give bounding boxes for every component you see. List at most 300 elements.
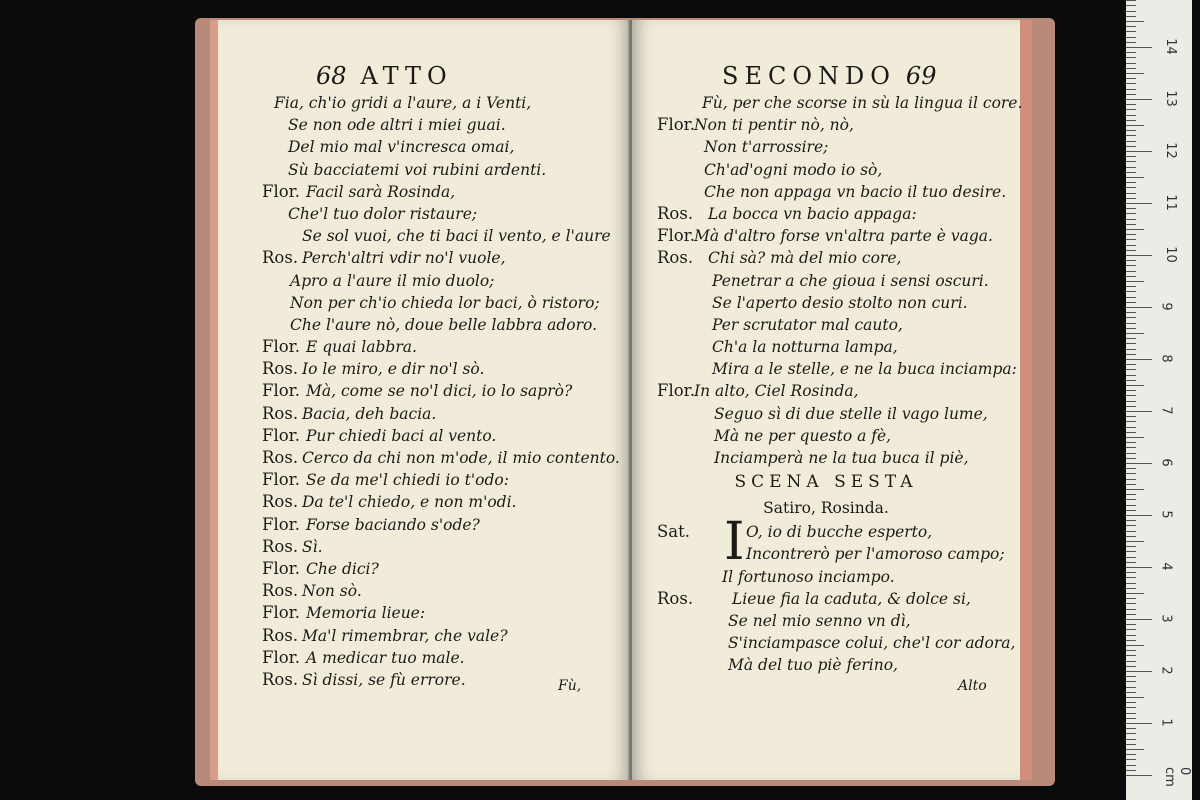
ruler-tick <box>1126 68 1136 69</box>
ruler-tick <box>1126 177 1144 178</box>
ruler-tick <box>1126 5 1136 6</box>
ruler-tick <box>1126 583 1136 584</box>
ruler-tick <box>1126 713 1136 714</box>
ruler-tick <box>1126 156 1136 157</box>
ruler-tick <box>1126 141 1136 142</box>
ruler-tick <box>1126 453 1136 454</box>
ruler-tick <box>1126 432 1136 433</box>
text-line <box>218 92 630 114</box>
text-line <box>632 566 1020 588</box>
text-line <box>632 159 1020 181</box>
ruler-tick <box>1126 11 1136 12</box>
ruler-tick <box>1126 73 1144 74</box>
ruler-tick <box>1126 390 1136 391</box>
speaker-label: Flor. <box>657 115 695 135</box>
ruler-tick <box>1126 260 1136 261</box>
ruler-tick <box>1126 739 1136 740</box>
ruler-tick <box>1126 515 1152 516</box>
ruler-tick <box>1126 619 1152 620</box>
verse-text: Non sò. <box>302 582 362 601</box>
ruler-tick <box>1126 213 1136 214</box>
verse-text: In alto, Ciel Rosinda, <box>694 382 859 401</box>
ruler-tick <box>1126 208 1136 209</box>
ruler-label: 0 cm <box>1162 767 1192 787</box>
verse-text: Non ti pentir nò, nò, <box>694 116 854 135</box>
verse-text: Da te'l chiedo, e non m'odi. <box>302 493 517 512</box>
ruler-tick <box>1126 385 1144 386</box>
verse-text: Chi sà? mà del mio core, <box>708 249 902 268</box>
verse-text: Fia, ch'io gridi a l'aure, a i Venti, <box>274 94 532 112</box>
verse-text: Sì dissi, se fù errore. <box>302 670 466 689</box>
speaker-label: Ros. <box>262 403 299 423</box>
ruler-label: 7 <box>1158 406 1174 415</box>
text-line <box>632 270 1020 292</box>
ruler-tick <box>1126 416 1136 417</box>
ruler-tick <box>1126 130 1136 131</box>
ruler-tick <box>1126 754 1136 755</box>
text-line <box>218 159 630 181</box>
speaker-label: Flor. <box>262 647 300 667</box>
ruler-tick <box>1126 333 1144 334</box>
ruler-tick <box>1126 135 1136 136</box>
verse-text: E quai labbra. <box>306 338 417 357</box>
ruler-tick <box>1126 78 1136 79</box>
verse-text: Se non ode altri i miei guai. <box>288 116 506 135</box>
text-line <box>218 225 630 247</box>
verse-text: Penetrar a che gioua i sensi oscuri. <box>712 271 989 290</box>
speaker-label: Flor. <box>262 381 300 401</box>
verse-text: Sù bacciatemi voi rubini ardenti. <box>288 160 547 179</box>
verse-text: Il fortunoso inciampo. <box>722 567 895 586</box>
verse-text: Se sol vuoi, che ti baci il vento, e l'aure <box>302 227 611 246</box>
right-page-text <box>632 92 1023 677</box>
ruler-tick <box>1126 468 1136 469</box>
ruler-label: 6 <box>1158 458 1174 467</box>
ruler-tick <box>1126 614 1136 615</box>
ruler-tick <box>1126 286 1136 287</box>
ruler-tick <box>1126 94 1136 95</box>
ruler-tick <box>1126 120 1136 121</box>
ruler-tick <box>1126 343 1136 344</box>
verse-text: A medicar tuo male. <box>306 648 465 667</box>
ruler-tick <box>1126 291 1136 292</box>
speaker-label: Ros. <box>262 448 299 467</box>
ruler-tick <box>1126 442 1136 443</box>
text-line <box>632 203 1020 225</box>
verse-text: Apro a l'aure il mio duolo; <box>290 271 495 290</box>
verse-text: Se da me'l chiedi io t'odo: <box>306 471 509 490</box>
ruler-tick <box>1126 364 1136 365</box>
text-line <box>632 610 1020 632</box>
ruler-tick <box>1126 328 1136 329</box>
text-line <box>218 647 630 669</box>
ruler-tick <box>1126 297 1136 298</box>
ruler-tick <box>1126 728 1136 729</box>
text-line <box>218 358 630 380</box>
ruler-tick <box>1126 187 1136 188</box>
ruler-tick <box>1126 411 1152 412</box>
ruler-tick <box>1126 224 1136 225</box>
text-line <box>632 632 1020 654</box>
ruler-tick <box>1126 234 1136 235</box>
ruler-tick <box>1126 239 1136 240</box>
ruler-tick <box>1126 255 1152 256</box>
ruler-tick <box>1126 26 1136 27</box>
ruler-tick <box>1126 167 1136 168</box>
verse-text: Mà ne per questo a fè, <box>714 426 892 445</box>
text-line <box>632 225 1020 247</box>
verse-text: Che l'aure nò, doue belle labbra adoro. <box>290 315 598 334</box>
ruler-label: 8 <box>1158 354 1174 363</box>
ruler-tick <box>1126 104 1136 105</box>
ruler-tick <box>1126 567 1152 568</box>
ruler-tick <box>1126 437 1144 438</box>
verse-text: Perch'altri vdir no'l vuole, <box>302 249 506 268</box>
ruler-tick <box>1126 749 1144 750</box>
ruler-tick <box>1126 151 1152 152</box>
ruler-tick <box>1126 505 1136 506</box>
ruler-label: 14 <box>1162 38 1178 55</box>
speaker-label: Flor. <box>262 603 300 623</box>
ruler-tick <box>1126 551 1136 552</box>
verse-text: Pur chiedi baci al vento. <box>306 426 497 445</box>
text-line <box>218 136 630 158</box>
ruler-tick <box>1126 624 1136 625</box>
left-page-number: 68 <box>316 62 347 90</box>
text-line <box>218 314 630 336</box>
text-line <box>632 92 1023 114</box>
ruler-tick <box>1126 427 1136 428</box>
ruler-tick <box>1126 541 1144 542</box>
text-line <box>218 403 630 425</box>
ruler-tick <box>1126 229 1144 230</box>
ruler-tick <box>1126 203 1152 204</box>
ruler-tick <box>1126 536 1136 537</box>
speaker-label: Ros. <box>262 536 299 556</box>
speaker-label: Flor. <box>262 425 300 445</box>
ruler-tick <box>1126 744 1136 745</box>
ruler-tick <box>1126 510 1136 511</box>
text-line <box>218 625 630 647</box>
speaker-label: Flor. <box>657 226 695 246</box>
ruler-tick <box>1126 31 1136 32</box>
text-line <box>632 380 1020 402</box>
ruler-tick <box>1126 759 1136 760</box>
right-lines-before-scene <box>632 92 1023 469</box>
ruler-tick <box>1126 593 1144 594</box>
speaker-label: Flor. <box>262 337 300 357</box>
ruler-tick <box>1126 666 1136 667</box>
ruler-tick <box>1126 99 1152 100</box>
ruler-label: 9 <box>1158 302 1174 311</box>
right-lines-after-scene <box>632 512 1020 676</box>
text-line <box>632 588 1020 610</box>
verse-text: Inciamperà ne la tua buca il piè, <box>714 449 969 467</box>
ruler-tick <box>1126 354 1136 355</box>
text-line <box>218 558 630 580</box>
ruler-tick <box>1126 520 1136 521</box>
ruler-tick <box>1126 16 1136 17</box>
speaker-label: Sat. <box>657 522 691 542</box>
verse-text: Per scrutator mal cauto, <box>712 315 903 334</box>
ruler-tick <box>1126 707 1136 708</box>
ruler-tick <box>1126 494 1136 495</box>
text-line <box>218 469 630 491</box>
ruler-tick <box>1126 697 1144 698</box>
ruler-label: 2 <box>1158 666 1174 675</box>
speaker-label: Ros. <box>262 492 299 512</box>
ruler-tick <box>1126 380 1136 381</box>
ruler-tick <box>1126 676 1136 677</box>
ruler-tick <box>1126 484 1136 485</box>
ruler-tick <box>1126 463 1152 464</box>
ruler-tick <box>1126 182 1136 183</box>
verse-text: S'inciampasce colui, che'l cor adora, <box>728 634 1016 653</box>
ruler-tick <box>1126 640 1136 641</box>
ruler-tick <box>1126 650 1136 651</box>
text-line <box>218 336 630 358</box>
right-catchword: Alto <box>958 678 987 694</box>
text-line <box>632 521 1020 543</box>
text-line <box>218 514 630 536</box>
ruler-tick <box>1126 609 1136 610</box>
speaker-label: Ros. <box>657 588 694 608</box>
drop-cap: I <box>724 512 745 573</box>
text-line <box>632 403 1020 425</box>
ruler-tick <box>1126 718 1136 719</box>
ruler-tick <box>1126 692 1136 693</box>
verse-text: Che'l tuo dolor ristaure; <box>288 204 478 223</box>
ruler-tick <box>1126 479 1136 480</box>
right-page-number: 69 <box>905 62 937 90</box>
ruler-tick <box>1126 161 1136 162</box>
ruler-tick <box>1126 47 1152 48</box>
text-line <box>632 181 1020 203</box>
verse-text: O, io di bucche esperto, <box>746 523 933 542</box>
verse-text: Che non appaga vn bacio il tuo desire. <box>704 182 1007 201</box>
left-running-head <box>316 62 453 90</box>
speaker-label: Ros. <box>262 581 299 601</box>
speaker-label: Ros. <box>657 203 694 223</box>
ruler-tick <box>1126 681 1136 682</box>
ruler-tick <box>1126 562 1136 563</box>
ruler-tick <box>1126 401 1136 402</box>
right-page <box>632 20 1032 780</box>
verse-text: Cerco da chi non m'ode, il mio contento. <box>302 449 620 467</box>
text-line <box>218 380 630 402</box>
ruler-tick <box>1126 0 1136 1</box>
ruler-tick <box>1126 671 1152 672</box>
ruler-tick <box>1126 765 1136 766</box>
verse-text: Non t'arrossire; <box>704 138 829 157</box>
ruler-tick <box>1126 458 1136 459</box>
text-line <box>218 292 630 314</box>
text-line <box>218 425 630 447</box>
ruler-tick <box>1126 687 1136 688</box>
text-line <box>218 270 630 292</box>
ruler-tick <box>1126 525 1136 526</box>
text-line <box>218 491 630 513</box>
ruler-tick <box>1126 349 1136 350</box>
ruler-tick <box>1126 661 1136 662</box>
ruler-tick <box>1126 775 1152 776</box>
ruler-tick <box>1126 572 1136 573</box>
ruler-tick <box>1126 770 1136 771</box>
text-line <box>218 447 630 469</box>
ruler-tick <box>1126 395 1136 396</box>
ruler-tick <box>1126 312 1136 313</box>
ruler-tick <box>1126 369 1136 370</box>
verse-text: Che dici? <box>306 559 379 578</box>
speaker-label: Ros. <box>262 625 299 645</box>
ruler-tick <box>1126 473 1136 474</box>
scene-cast: Satiro, Rosinda. <box>763 499 889 518</box>
ruler-tick <box>1126 359 1152 360</box>
text-line <box>632 114 1020 136</box>
verse-text: Seguo sì di due stelle il vago lume, <box>714 404 988 423</box>
text-line <box>218 181 630 203</box>
speaker-label: Flor. <box>262 181 300 201</box>
text-line <box>218 580 630 602</box>
text-line <box>218 536 630 558</box>
left-catchword: Fù, <box>558 678 582 694</box>
text-line <box>218 114 630 136</box>
ruler-tick <box>1126 57 1136 58</box>
ruler-tick <box>1126 588 1136 589</box>
ruler-label: 11 <box>1162 194 1178 211</box>
ruler-tick <box>1126 499 1136 500</box>
ruler-tick <box>1126 146 1136 147</box>
ruler-tick <box>1126 338 1136 339</box>
ruler-label: 13 <box>1162 90 1178 107</box>
ruler-label: 1 <box>1158 718 1174 727</box>
ruler-tick <box>1126 42 1136 43</box>
speaker-label: Ros. <box>262 359 299 379</box>
text-line <box>632 654 1020 676</box>
text-line <box>632 336 1020 358</box>
speaker-label: Ros. <box>262 669 299 689</box>
ruler-tick <box>1126 281 1144 282</box>
text-line <box>632 358 1020 380</box>
text-line <box>632 447 1020 469</box>
ruler-tick <box>1126 250 1136 251</box>
ruler-tick <box>1126 489 1144 490</box>
verse-text: Bacia, deh bacia. <box>302 404 437 423</box>
ruler-tick <box>1126 271 1136 272</box>
ruler-tick <box>1126 83 1136 84</box>
ruler-tick <box>1126 265 1136 266</box>
ruler-tick <box>1126 577 1136 578</box>
verse-text: Ch'ad'ogni modo io sò, <box>704 160 883 179</box>
ruler-tick <box>1126 193 1136 194</box>
verse-text: Mira a le stelle, e ne la buca inciampa: <box>712 360 1017 379</box>
ruler-tick <box>1126 645 1144 646</box>
speaker-label: Flor. <box>262 514 300 534</box>
verse-text: Non per ch'io chieda lor baci, ò ristoro; <box>290 293 600 312</box>
left-page-text <box>218 92 630 691</box>
ruler-tick <box>1126 629 1136 630</box>
ruler-tick <box>1126 21 1144 22</box>
speaker-label: Flor. <box>262 470 300 490</box>
ruler-tick <box>1126 276 1136 277</box>
ruler-tick <box>1126 89 1136 90</box>
text-line <box>632 136 1020 158</box>
ruler-tick <box>1126 125 1144 126</box>
ruler-tick <box>1126 531 1136 532</box>
left-page <box>210 20 630 780</box>
scene-title: SCENA SESTA <box>734 472 918 493</box>
ruler-tick <box>1126 603 1136 604</box>
ruler-tick <box>1126 723 1152 724</box>
ruler-tick <box>1126 702 1136 703</box>
ruler-tick <box>1126 557 1136 558</box>
speaker-label: Ros. <box>657 248 694 268</box>
ruler-tick <box>1126 733 1136 734</box>
ruler-tick <box>1126 302 1136 303</box>
measuring-ruler <box>1126 0 1192 800</box>
verse-text: Se nel mio senno vn dì, <box>728 611 911 630</box>
ruler-tick <box>1126 317 1136 318</box>
ruler-tick <box>1126 406 1136 407</box>
ruler-tick <box>1126 375 1136 376</box>
verse-text: Facil sarà Rosinda, <box>306 182 456 201</box>
verse-text: Sì. <box>302 537 323 556</box>
ruler-tick <box>1126 447 1136 448</box>
verse-text: Lieue fia la caduta, & dolce si, <box>732 589 971 608</box>
verse-text: La bocca vn bacio appaga: <box>708 204 917 223</box>
right-running-head-text: SECONDO <box>722 62 896 90</box>
ruler-tick <box>1126 63 1136 64</box>
speaker-label: Flor. <box>262 558 300 578</box>
text-line <box>632 543 1020 565</box>
ruler-tick <box>1126 109 1136 110</box>
ruler-tick <box>1126 115 1136 116</box>
ruler-tick <box>1126 198 1136 199</box>
verse-text: Ch'a la notturna lampa, <box>712 338 898 357</box>
ruler-label: 3 <box>1158 614 1174 623</box>
ruler-label: 10 <box>1162 246 1178 263</box>
verse-text: Ma'l rimembrar, che vale? <box>302 626 508 645</box>
ruler-tick <box>1126 421 1136 422</box>
ruler-tick <box>1126 635 1136 636</box>
speaker-label: Flor. <box>657 381 695 401</box>
text-line <box>632 292 1020 314</box>
verse-text: Forse baciando s'ode? <box>306 515 480 534</box>
ruler-tick <box>1126 37 1136 38</box>
ruler-tick <box>1126 307 1152 308</box>
ruler-tick <box>1126 245 1136 246</box>
verse-text: Io le miro, e dir no'l sò. <box>302 360 485 379</box>
verse-text: Se l'aperto desio stolto non curi. <box>712 293 968 312</box>
text-line <box>632 314 1020 336</box>
verse-text: Del mio mal v'incresca omai, <box>288 138 515 157</box>
ruler-label: 4 <box>1158 562 1174 571</box>
text-line <box>218 602 630 624</box>
ruler-tick <box>1126 219 1136 220</box>
ruler-tick <box>1126 323 1136 324</box>
text-line <box>218 247 630 269</box>
ruler-tick <box>1126 655 1136 656</box>
text-line <box>218 203 630 225</box>
ruler-tick <box>1126 546 1136 547</box>
verse-text: Incontrerò per l'amoroso campo; <box>746 545 1005 564</box>
verse-text: Mà, come se no'l dici, io lo saprò? <box>306 382 573 401</box>
verse-text: Fù, per che scorse in sù la lingua il core. <box>702 94 1023 112</box>
verse-text: Mà del tuo piè ferino, <box>728 656 898 675</box>
ruler-label: 5 <box>1158 510 1174 519</box>
text-line <box>632 247 1020 269</box>
speaker-label: Ros. <box>262 248 299 268</box>
